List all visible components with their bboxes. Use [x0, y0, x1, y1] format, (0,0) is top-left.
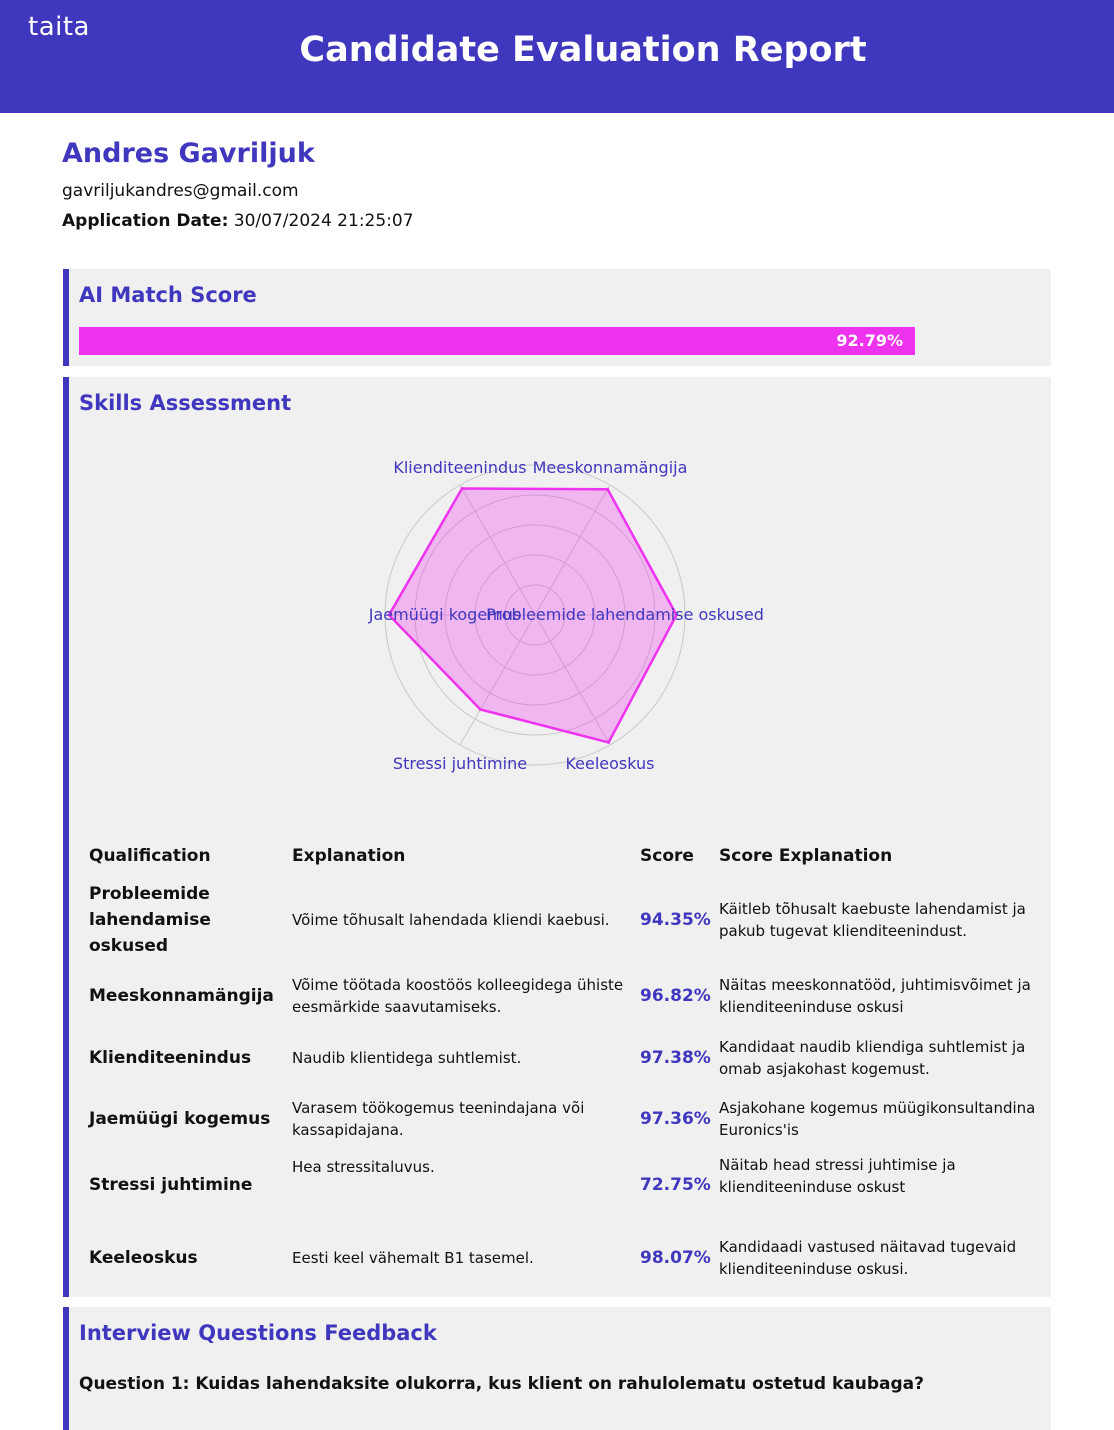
taita-logo: taita: [28, 12, 90, 42]
qualification-name: Jaemüügi kogemus: [89, 1109, 271, 1129]
interview-feedback-title: Interview Questions Feedback: [79, 1321, 437, 1345]
table-row: [89, 964, 1039, 1028]
qualification-score: 94.35%: [640, 909, 711, 930]
qualification-score: 98.07%: [640, 1248, 711, 1268]
qualification-name: Meeskonnamängija: [89, 986, 274, 1006]
match-score-fill: [79, 327, 915, 355]
qualification-score-explanation: Näitab head stressi juhtimise ja klienditeeninduse oskust: [719, 1156, 956, 1196]
qualification-explanation: Naudib klientidega suhtlemist.: [292, 1049, 522, 1067]
qualification-explanation: Varasem töökogemus teenindajana või kassapidajana.: [292, 1099, 585, 1139]
qualification-score-explanation: Asjakohane kogemus müügikonsultandina Euronics'is: [719, 1099, 1036, 1139]
qualification-score: 96.82%: [640, 986, 711, 1006]
candidate-name: Andres Gavriljuk: [62, 138, 315, 169]
application-date: [62, 211, 414, 231]
qualification-name: Stressi juhtimine: [89, 1175, 253, 1195]
radar-point: [607, 741, 610, 744]
report-header: [0, 0, 1114, 113]
table-row: [89, 1150, 1039, 1220]
header-explanation: Explanation: [292, 846, 406, 866]
table-row: [89, 875, 1039, 964]
table-header-row: [89, 837, 1039, 875]
qualification-explanation: Hea stressitaluvus.: [292, 1158, 435, 1176]
radar-axis-label: Jaemüügi kogemus: [368, 605, 522, 624]
qualification-name: Keeleoskus: [89, 1248, 198, 1268]
ai-match-score-panel: [63, 269, 1051, 366]
qualification-score-explanation: Kandidaat naudib kliendiga suhtlemist ja omab asjakohast kogemust.: [719, 1038, 1026, 1078]
radar-axis-label: Keeleoskus: [565, 753, 655, 773]
qualification-score-explanation: Näitas meeskonnatööd, juhtimisvõimet ja klienditeeninduse oskusi: [719, 976, 1031, 1016]
application-date-label: Application Date:: [62, 211, 229, 231]
qualifications-table: [89, 837, 1039, 1296]
qualification-explanation: Võime töötada koostöös kolleegidega ühiste eesmärkide saavutamiseks.: [292, 976, 624, 1016]
ai-match-score-title: AI Match Score: [79, 283, 257, 307]
header-qualification: Qualification: [89, 846, 211, 866]
qualification-score-explanation: Kandidaadi vastused näitavad tugevaid klienditeeninduse oskusi.: [719, 1238, 1017, 1278]
header-score-explanation: Score Explanation: [719, 846, 893, 866]
radar-axis-label: Stressi juhtimine: [392, 753, 528, 773]
application-date-value: 30/07/2024 21:25:07: [233, 211, 414, 231]
qualification-score-explanation: Käitleb tõhusalt kaebuste lahendamist ja pakub tugevat klienditeenindust.: [719, 899, 1026, 940]
table-row: [89, 1028, 1039, 1088]
radar-axis-label: Meeskonnamängija: [532, 458, 688, 478]
skills-assessment-panel: [63, 377, 1051, 1297]
match-score-bar: [79, 327, 980, 355]
header-score: Score: [640, 846, 694, 866]
qualification-explanation: Võime tõhusalt lahendada kliendi kaebusi.: [292, 910, 610, 929]
qualification-score: 97.36%: [640, 1109, 711, 1129]
table-row: [89, 1220, 1039, 1296]
table-row: [89, 1088, 1039, 1150]
match-score-label: 92.79%: [836, 331, 904, 350]
skills-radar-chart: [269, 437, 849, 797]
radar-point: [460, 487, 463, 490]
interview-feedback-panel: [63, 1307, 1051, 1430]
radar-point: [479, 708, 482, 711]
report-title: Candidate Evaluation Report: [299, 30, 867, 70]
qualification-score: 72.75%: [640, 1175, 711, 1195]
qualification-name: Probleemide lahendamise oskused: [89, 883, 211, 956]
radar-axis-label: Probleemide lahendamise oskused: [486, 605, 764, 624]
qualification-score: 97.38%: [640, 1048, 711, 1068]
question-1: Question 1: Kuidas lahendaksite olukorra, kus klient on rahulolematu ostetud kaubaga?: [79, 1374, 924, 1394]
candidate-email: gavriljukandres@gmail.com: [62, 181, 299, 201]
radar-point: [606, 488, 609, 491]
radar-axis-label: Klienditeenindus: [393, 458, 527, 478]
skills-assessment-title: Skills Assessment: [79, 391, 292, 415]
qualification-name: Klienditeenindus: [89, 1048, 252, 1068]
qualification-explanation: Eesti keel vähemalt B1 tasemel.: [292, 1249, 534, 1267]
